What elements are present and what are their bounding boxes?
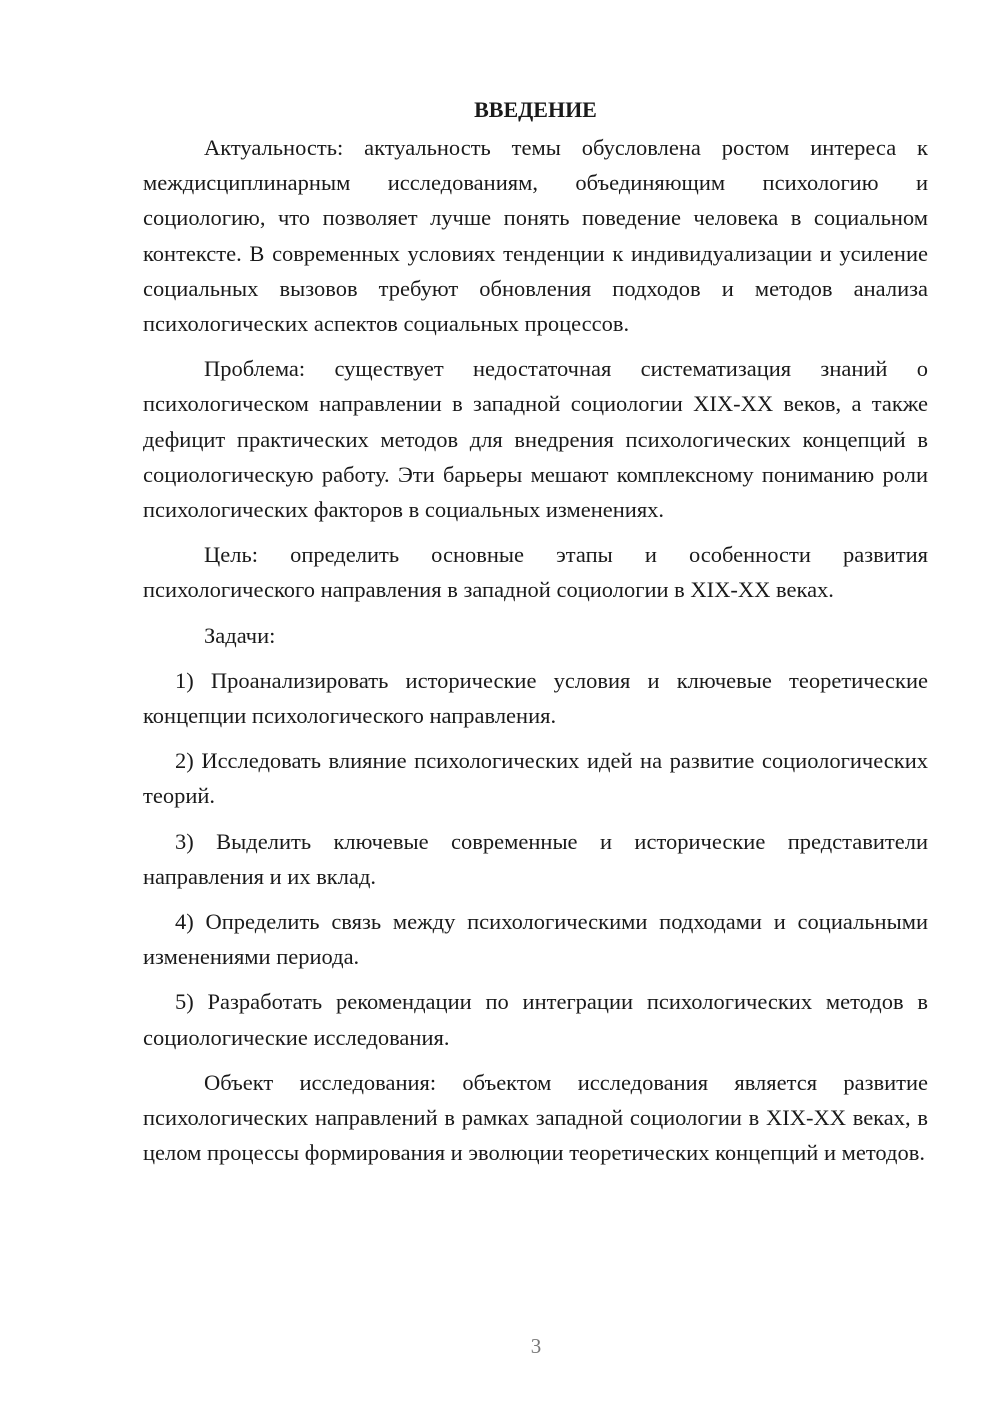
task-item: 3) Выделить ключевые современные и исторические представители направления и их вклад. — [143, 828, 928, 889]
page-title: ВВЕДЕНИЕ — [474, 97, 597, 122]
task-item: 2) Исследовать влияние психологических идей на развитие социологических теорий. — [143, 748, 928, 809]
task-item: 5) Разработать рекомендации по интеграции психологических методов в социологические исследования. — [143, 989, 928, 1050]
document-body — [143, 92, 928, 1180]
object-paragraph: Объект исследования: объектом исследования является развитие психологических направлений в рамках западной социологии в XIX-XX веках, в целом процессы формирования и эволюции теоретических концепций и методов. — [143, 1069, 928, 1166]
goal-paragraph: Цель: определить основные этапы и особенности развития психологического направления в западной социологии в XIX-XX веках. — [143, 542, 928, 603]
task-item: 4) Определить связь между психологическими подходами и социальными изменениями периода. — [143, 909, 928, 970]
relevance-paragraph: Актуальность: актуальность темы обусловлена ростом интереса к междисциплинарным исследованиям, объединяющим психологию и социологию, что позволяет лучше понять поведение человека в социальном контексте. В современных условиях тенденции к индивидуализации и усиление социальных вызовов требуют обновления подходов и методов анализа психологических аспектов социальных процессов. — [143, 135, 928, 337]
task-item: 1) Проанализировать исторические условия и ключевые теоретические концепции психологического направления. — [143, 667, 928, 729]
problem-paragraph: Проблема: существует недостаточная систематизация знаний о психологическом направлении в западной социологии XIX-XX веков, а также дефицит практических методов для внедрения психологических концепций в социологическую работу. Эти барьеры мешают комплексному пониманию роли психологических факторов в социальных изменениях. — [143, 356, 928, 523]
page-number: 3 — [530, 1334, 542, 1358]
tasks-heading: Задачи: — [204, 622, 276, 648]
